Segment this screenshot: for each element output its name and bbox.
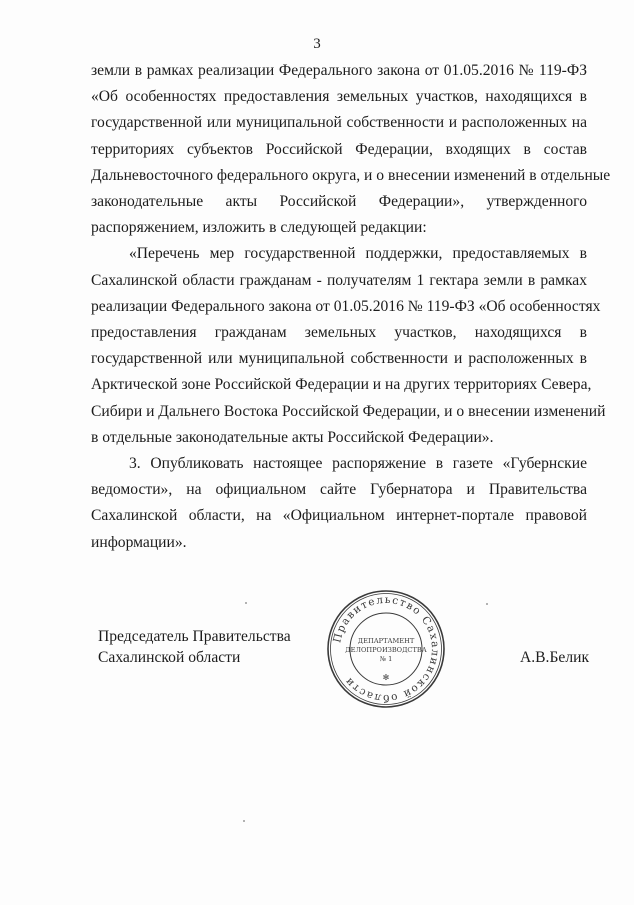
text-line: Сибири и Дальнего Востока Российской Федерации, и о внесении изменений xyxy=(91,402,606,420)
scan-speck xyxy=(243,820,245,822)
document-body xyxy=(91,58,611,556)
text-line: государственной или муниципальной собственности и расположенных на xyxy=(91,114,587,132)
text-line: земли в рамках реализации Федерального закона от 01.05.2016 № 119-ФЗ xyxy=(91,62,587,79)
text-line: распоряжением, изложить в следующей редакции: xyxy=(91,219,427,237)
text-line: законодательные акты Российской Федерации», утвержденного xyxy=(91,193,587,211)
scan-speck xyxy=(245,602,247,604)
text-line: Сахалинской области гражданам - получателям 1 гектара земли в рамках xyxy=(91,271,587,289)
text-line: «Перечень мер государственной поддержки, предоставляемых в xyxy=(129,245,587,263)
official-seal xyxy=(325,588,447,710)
paragraph-new-title xyxy=(91,241,606,451)
page-number: 3 xyxy=(313,36,321,52)
text-line: Дальневосточного федерального округа, и о внесении изменений в отдельные xyxy=(91,166,611,184)
scan-speck xyxy=(486,603,488,605)
text-line: «Об особенностях предоставления земельных участков, находящихся в xyxy=(91,88,587,106)
text-line: предоставления гражданам земельных участков, находящихся в xyxy=(91,324,587,342)
seal-ring-text: Правительство Сахалинской области xyxy=(331,593,442,705)
text-line: информации». xyxy=(91,533,187,551)
seal-star-icon: ✻ xyxy=(382,673,390,682)
text-line: Арктической зоне Российской Федерации и на других территориях Севера, xyxy=(91,376,592,394)
text-line: территориях субъектов Российской Федерации, входящих в состав xyxy=(91,140,587,158)
paragraph-amendment-intro xyxy=(91,58,611,241)
paragraph-item-3 xyxy=(91,451,587,556)
seal-center-line: ДЕПАРТАМЕНТ xyxy=(357,637,415,645)
signatory-position-line: Председатель Правительства xyxy=(98,628,291,645)
text-line: государственной или муниципальной собственности и расположенных в xyxy=(91,350,587,368)
text-line: реализации Федерального закона от 01.05.2016 № 119-ФЗ «Об особенностях xyxy=(91,297,601,315)
signatory-name: А.В.Белик xyxy=(520,649,590,666)
text-line: в отдельные законодательные акты Российской Федерации». xyxy=(91,428,494,446)
text-line: ведомости», на официальном сайте Губернатора и Правительства xyxy=(91,481,587,499)
seal-center-line: № 1 xyxy=(379,655,393,663)
text-line: Сахалинской области, на «Официальном интернет-портале правовой xyxy=(91,507,587,525)
signatory-position xyxy=(98,626,291,668)
text-line: 3. Опубликовать настоящее распоряжение в газете «Губернские xyxy=(129,455,587,473)
signatory-position-line: Сахалинской области xyxy=(98,649,241,666)
seal-center-line: ДЕЛОПРОИЗВОДСТВА xyxy=(345,646,427,654)
